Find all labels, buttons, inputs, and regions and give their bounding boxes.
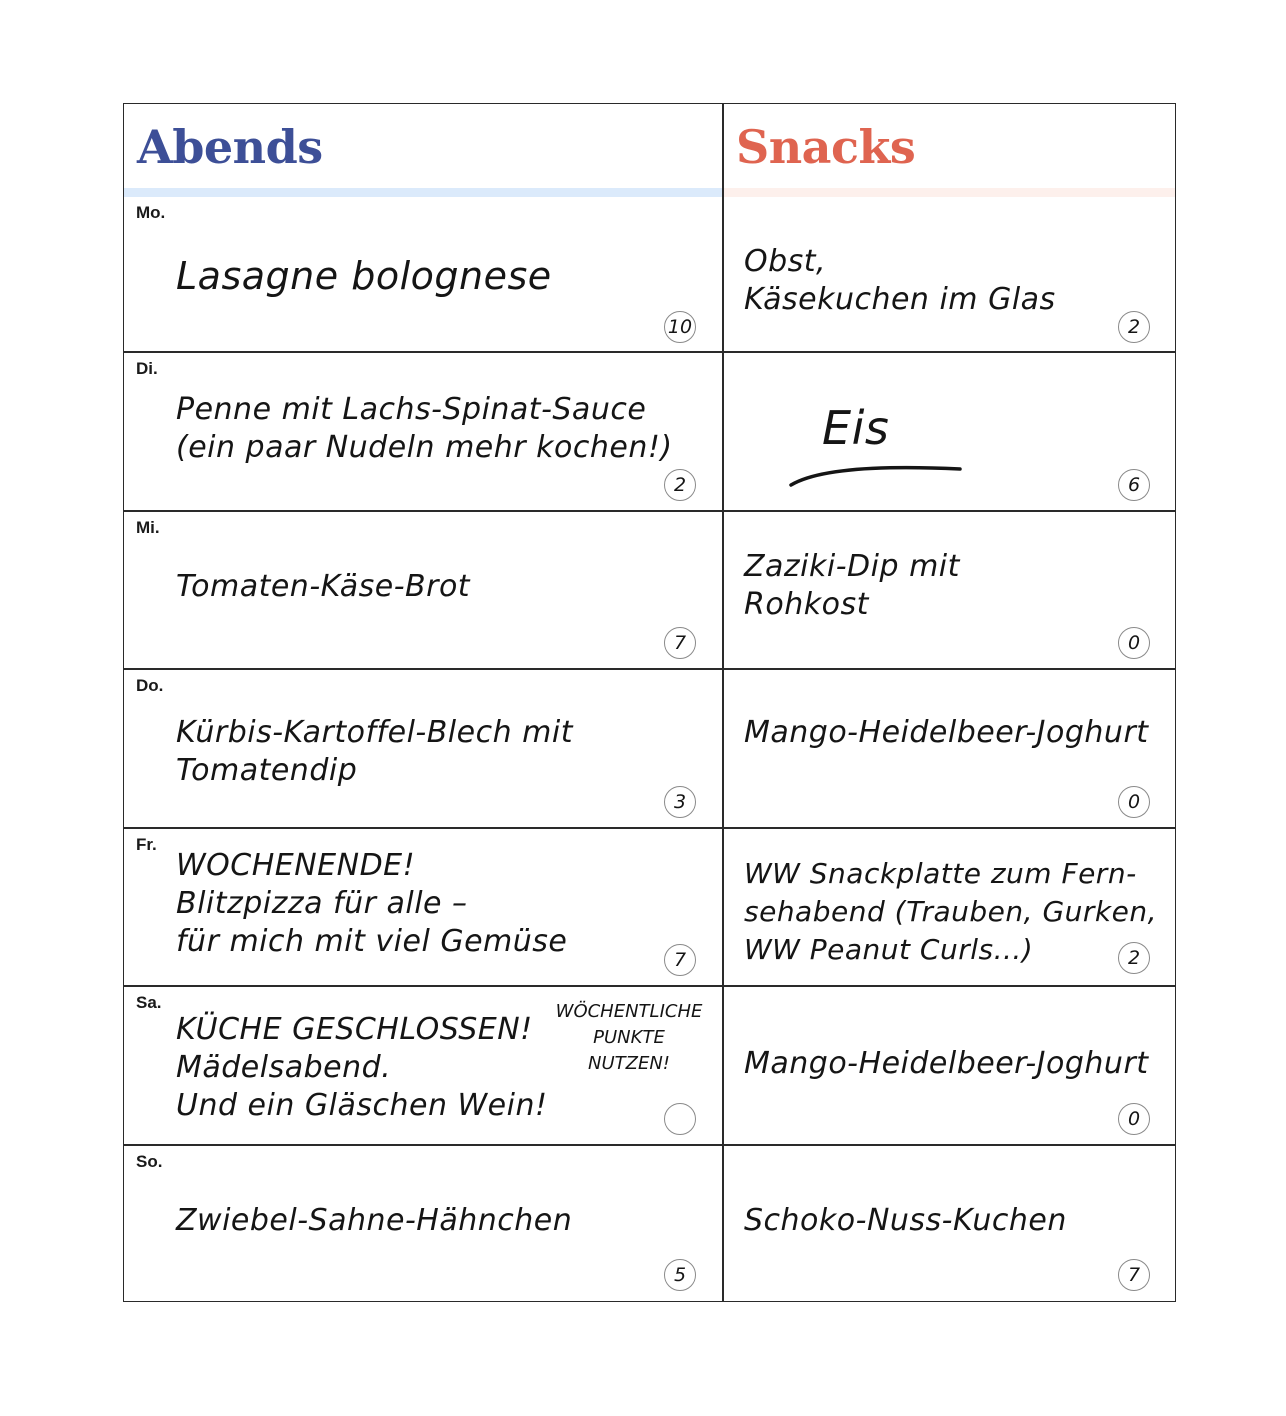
snack-cell-so [724,1146,1175,1301]
day-label: So. [136,1152,163,1171]
snack-cell-mo [724,197,1175,351]
weekly-points-note: WÖCHENTLICHE PUNKTE NUTZEN! [555,1001,703,1074]
dinner-text: WOCHENENDE! Blitzpizza für alle – für mich mit viel Gemüse [176,848,568,959]
snack-cell-mi [724,512,1175,668]
snack-text: Obst, Käsekuchen im Glas [744,244,1056,317]
snack-points-badge: 7 [1118,1259,1150,1291]
underline-stroke [788,459,964,489]
dinner-text: Penne mit Lachs-Spinat-Sauce (ein paar Nudeln mehr kochen!) [176,392,673,465]
snack-points-badge: 0 [1118,1103,1150,1135]
dinner-cell-so [124,1146,722,1301]
header-dinner-title: Abends [137,120,323,174]
dinner-points-badge: 7 [664,944,696,976]
dinner-cell-mo [124,197,722,351]
snack-cell-do [724,670,1175,827]
dinner-points-badge: 7 [664,627,696,659]
header-snacks [724,104,1175,197]
snack-text: Eis [822,401,890,455]
dinner-text: Zwiebel-Sahne-Hähnchen [176,1203,573,1238]
day-label: Mi. [136,518,160,537]
snack-text: Schoko-Nuss-Kuchen [744,1203,1067,1238]
dinner-text: Kürbis-Kartoffel-Blech mit Tomatendip [176,715,573,788]
dinner-cell-do [124,670,722,827]
dinner-points-badge: 5 [664,1259,696,1291]
header-dinner [124,104,722,197]
dinner-points-badge: 2 [664,469,696,501]
dinner-points-badge [664,1103,696,1135]
snack-points-badge: 0 [1118,627,1150,659]
snack-text: WW Snackplatte zum Fern- sehabend (Trauben, Gurken, WW Peanut Curls...) [744,857,1157,966]
dinner-cell-fr [124,829,722,985]
meal-plan-table [123,103,1176,1302]
day-label: Di. [136,359,158,378]
snack-points-badge: 2 [1118,942,1150,974]
header-snacks-bar [724,188,1175,197]
snack-points-badge: 2 [1118,311,1150,343]
snack-text: Zaziki-Dip mit Rohkost [744,549,960,622]
day-label: Do. [136,676,164,695]
header-dinner-bar [124,188,722,197]
day-label: Fr. [136,835,157,854]
snack-cell-fr [724,829,1175,985]
snack-points-badge: 0 [1118,786,1150,818]
snack-points-badge: 6 [1118,469,1150,501]
snack-text: Mango-Heidelbeer-Joghurt [744,715,1149,750]
dinner-text: Tomaten-Käse-Brot [176,569,471,604]
dinner-cell-mi [124,512,722,668]
dinner-cell-sa [124,987,722,1144]
day-label: Mo. [136,203,166,222]
dinner-points-badge: 3 [664,786,696,818]
dinner-cell-di [124,353,722,510]
day-label: Sa. [136,993,162,1012]
dinner-points-badge: 10 [664,311,696,343]
dinner-text: KÜCHE GESCHLOSSEN! Mädelsabend. Und ein Gläschen Wein! [176,1012,548,1123]
snack-cell-sa [724,987,1175,1144]
dinner-text: Lasagne bolognese [176,254,552,298]
snack-cell-di [724,353,1175,510]
header-snacks-title: Snacks [736,120,916,174]
snack-text: Mango-Heidelbeer-Joghurt [744,1046,1149,1081]
